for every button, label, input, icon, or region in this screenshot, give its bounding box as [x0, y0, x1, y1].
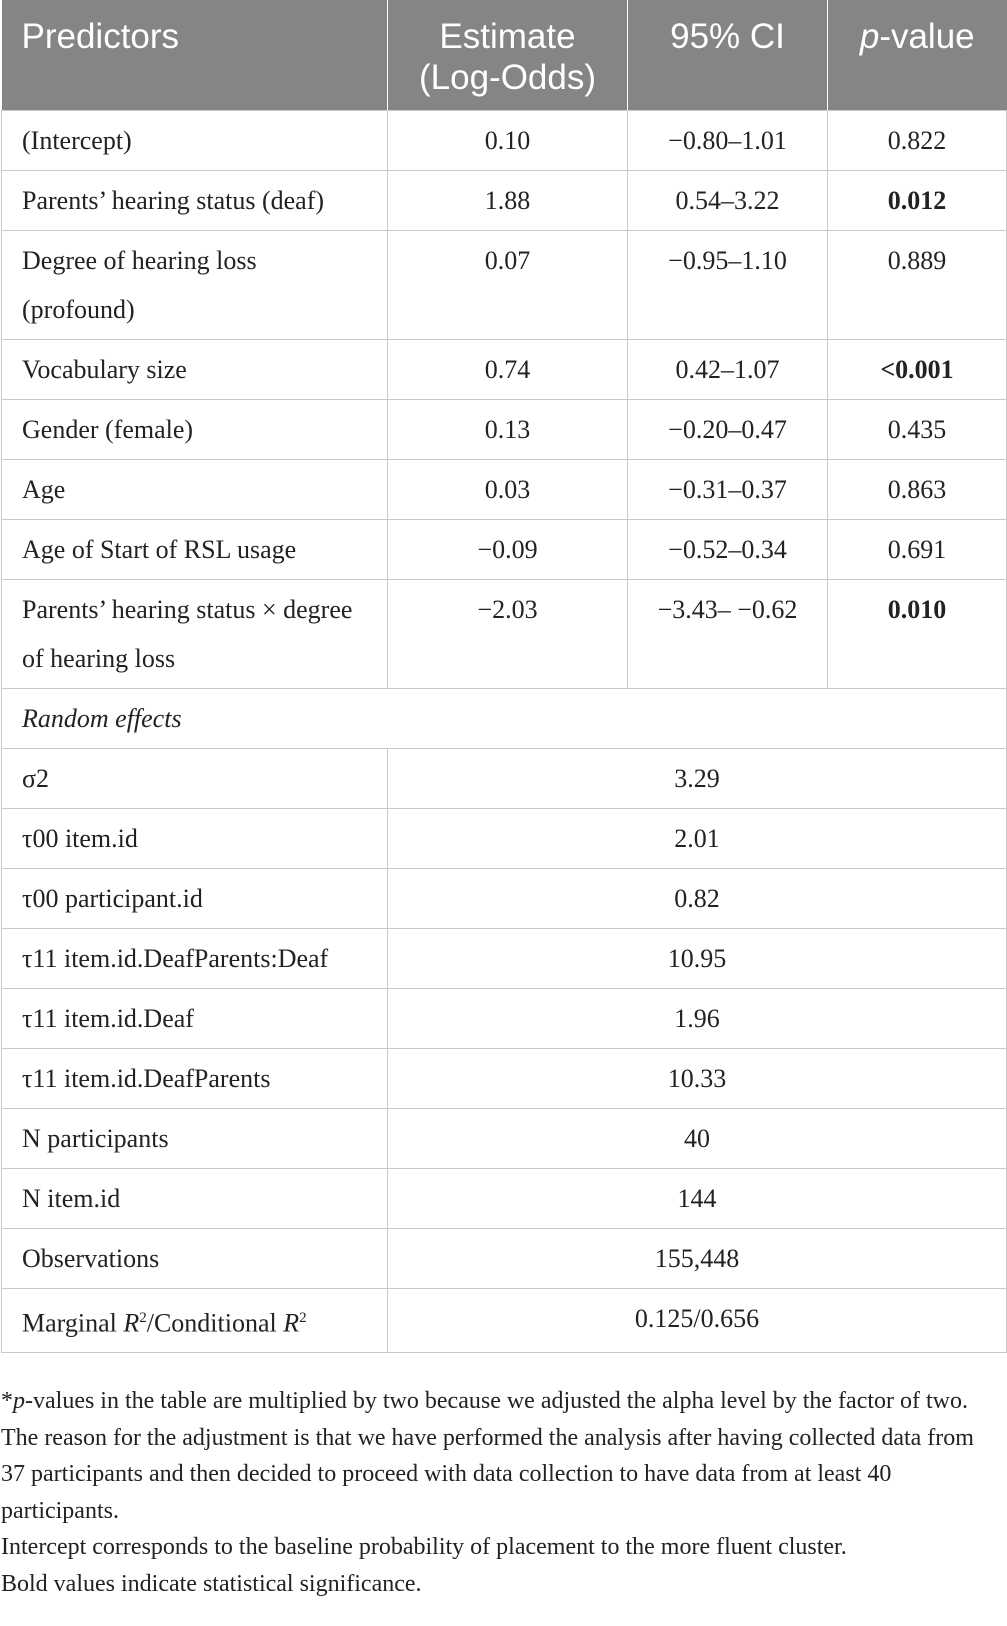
regression-table — [1, 0, 1007, 1353]
row-label: Vocabulary size — [2, 339, 388, 399]
random-label: N participants — [2, 1108, 388, 1168]
footnote-paragraph-2: Intercept corresponds to the baseline probability of placement to the more fluent cluster. — [1, 1534, 847, 1560]
random-label: τ11 item.id.DeafParents — [2, 1048, 388, 1108]
table-footnote — [1, 1383, 1001, 1602]
row-estimate: −2.03 — [388, 579, 628, 688]
random-value: 40 — [388, 1108, 1007, 1168]
table-row — [2, 339, 1007, 399]
random-value: 3.29 — [388, 748, 1007, 808]
row-ci: −0.31–0.37 — [628, 459, 828, 519]
table-row — [2, 579, 1007, 688]
row-p-value: 0.435 — [828, 399, 1007, 459]
r2-row — [2, 1288, 1007, 1353]
row-p-value: <0.001 — [828, 339, 1007, 399]
random-effects-heading-row — [2, 688, 1007, 748]
row-label: Gender (female) — [2, 399, 388, 459]
table-row — [2, 519, 1007, 579]
random-label: τ11 item.id.DeafParents:Deaf — [2, 928, 388, 988]
r2-marginal-text: Marginal — [22, 1308, 124, 1338]
header-estimate — [388, 0, 628, 110]
row-label: (Intercept) — [2, 110, 388, 170]
table-row — [2, 1048, 1007, 1108]
table-row — [2, 1228, 1007, 1288]
random-label: τ00 item.id — [2, 808, 388, 868]
row-p-value: 0.010 — [828, 579, 1007, 688]
random-value: 1.96 — [388, 988, 1007, 1048]
row-estimate: 0.07 — [388, 230, 628, 339]
row-p-value: 0.012 — [828, 170, 1007, 230]
random-label: τ11 item.id.Deaf — [2, 988, 388, 1048]
row-ci: −0.95–1.10 — [628, 230, 828, 339]
random-value: 10.95 — [388, 928, 1007, 988]
r2-label — [2, 1288, 388, 1353]
table-row — [2, 868, 1007, 928]
footnote-paragraph-3: Bold values indicate statistical significance. — [1, 1570, 422, 1597]
header-estimate-line2: (Log-Odds) — [418, 58, 597, 97]
table-row — [2, 399, 1007, 459]
random-value: 10.33 — [388, 1048, 1007, 1108]
table-row — [2, 110, 1007, 170]
row-label: Age of Start of RSL usage — [2, 519, 388, 579]
r2-r-italic: R — [123, 1308, 140, 1338]
footnote-star: * — [1, 1388, 13, 1414]
row-estimate: 0.10 — [388, 110, 628, 170]
header-p-value — [828, 0, 1007, 110]
header-p-rest: -value — [879, 17, 975, 56]
table-row — [2, 1168, 1007, 1228]
r2-conditional-text: /Conditional — [146, 1308, 284, 1338]
footnote-text-1: -values in the table are multiplied by two because we adjusted the alpha level by the factor of two. The reason for the adjustment is that we have performed the analysis after having collected data from 37 participants and then decided to proceed with data collection to have data from at least 40 participants. — [1, 1388, 974, 1524]
table-row — [2, 170, 1007, 230]
r2-superscript: 2 — [139, 1309, 147, 1326]
row-estimate: 0.74 — [388, 339, 628, 399]
table-row — [2, 230, 1007, 339]
row-estimate: 0.03 — [388, 459, 628, 519]
table-row — [2, 748, 1007, 808]
row-ci: −0.52–0.34 — [628, 519, 828, 579]
random-label: τ00 participant.id — [2, 868, 388, 928]
r2-r-italic-2: R — [283, 1308, 300, 1338]
header-p-italic: p — [859, 17, 880, 56]
row-estimate: −0.09 — [388, 519, 628, 579]
row-ci: −3.43– −0.62 — [628, 579, 828, 688]
row-p-value: 0.889 — [828, 230, 1007, 339]
header-predictors: Predictors — [2, 0, 388, 110]
row-ci: −0.80–1.01 — [628, 110, 828, 170]
row-estimate: 0.13 — [388, 399, 628, 459]
random-value: 144 — [388, 1168, 1007, 1228]
r2-superscript-2: 2 — [299, 1309, 307, 1326]
row-label: Age — [2, 459, 388, 519]
table-row — [2, 928, 1007, 988]
row-ci: −0.20–0.47 — [628, 399, 828, 459]
row-label: Parents’ hearing status (deaf) — [2, 170, 388, 230]
row-label: Parents’ hearing status × degree of hearing loss — [2, 579, 388, 688]
row-p-value: 0.691 — [828, 519, 1007, 579]
row-label: Degree of hearing loss (profound) — [2, 230, 388, 339]
row-ci: 0.42–1.07 — [628, 339, 828, 399]
row-estimate: 1.88 — [388, 170, 628, 230]
header-ci: 95% CI — [628, 0, 828, 110]
random-value: 2.01 — [388, 808, 1007, 868]
row-p-value: 0.822 — [828, 110, 1007, 170]
row-p-value: 0.863 — [828, 459, 1007, 519]
r2-value: 0.125/0.656 — [388, 1288, 1007, 1353]
random-value: 155,448 — [388, 1228, 1007, 1288]
table-row — [2, 1108, 1007, 1168]
footnote-p-italic: p — [13, 1388, 25, 1414]
table-row — [2, 459, 1007, 519]
footnote-paragraph-1 — [1, 1383, 1001, 1529]
random-label: N item.id — [2, 1168, 388, 1228]
random-label: Observations — [2, 1228, 388, 1288]
table-row — [2, 808, 1007, 868]
random-label: σ2 — [2, 748, 388, 808]
random-effects-heading: Random effects — [2, 688, 1007, 748]
random-value: 0.82 — [388, 868, 1007, 928]
table-header-row — [2, 0, 1007, 110]
row-ci: 0.54–3.22 — [628, 170, 828, 230]
header-estimate-line1: Estimate — [439, 17, 576, 56]
table-row — [2, 988, 1007, 1048]
